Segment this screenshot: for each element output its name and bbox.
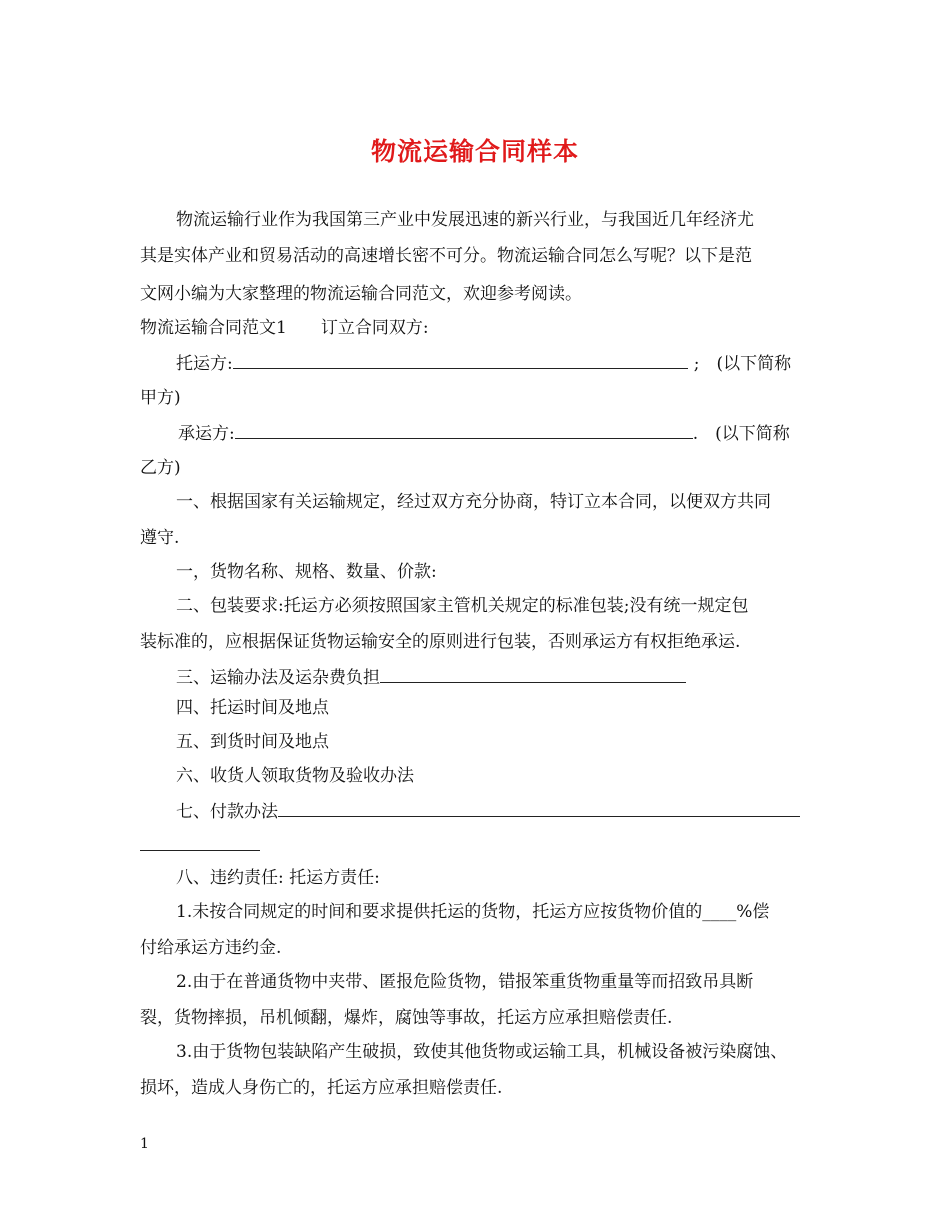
intro-line-1: 物流运输行业作为我国第三产业中发展迅速的新兴行业，与我国近几年经济尤 — [176, 210, 754, 230]
shipper-line — [176, 352, 836, 374]
carrier-line — [178, 422, 838, 444]
breach-2-line-1: 2.由于在普通货物中夹带、匿报危险货物，错报笨重货物重量等而招致吊具断 — [176, 972, 754, 992]
breach-1-line-2: 付给承运方违约金. — [140, 938, 282, 958]
transport-clause — [176, 666, 826, 688]
packaging-line-1: 二、包装要求:托运方必须按照国家主管机关规定的标准包装;没有统一规定包 — [176, 596, 749, 616]
shipper-label: 托运方: — [176, 354, 233, 374]
breach-3-line-2: 损坏，造成人身伤亡的，托运方应承担赔偿责任. — [140, 1078, 503, 1098]
contract-heading: 物流运输合同范文1 订立合同双方: — [140, 318, 429, 338]
payment-label: 七、付款办法 — [176, 802, 278, 822]
breach-1-line-1: 1.未按合同规定的时间和要求提供托运的货物，托运方应按货物价值的____%偿 — [176, 902, 770, 922]
carrier-party-b: 乙方) — [140, 458, 181, 478]
breach-2-line-2: 裂，货物摔损，吊机倾翻，爆炸，腐蚀等事故，托运方应承担赔偿责任. — [140, 1008, 673, 1028]
carrier-suffix: . (以下简称 — [692, 424, 790, 444]
breach-3-line-1: 3.由于货物包装缺陷产生破损，致使其他货物或运输工具，机械设备被污染腐蚀、 — [176, 1042, 788, 1062]
payment-blank-continued — [140, 834, 830, 856]
clause-1-line-1: 一、根据国家有关运输规定，经过双方充分协商，特订立本合同，以便双方共同 — [176, 492, 771, 512]
document-title: 物流运输合同样本 — [370, 137, 579, 166]
carrier-label: 承运方: — [178, 424, 235, 444]
shipper-party-a: 甲方) — [140, 388, 181, 408]
receipt-clause: 六、收货人领取货物及验收办法 — [176, 766, 414, 786]
payment-blank — [278, 800, 800, 817]
arrival-time-clause: 五、到货时间及地点 — [176, 732, 329, 752]
clause-1-line-2: 遵守. — [140, 528, 180, 548]
goods-clause: 一，货物名称、规格、数量、价款: — [176, 562, 437, 582]
shipper-suffix: ; (以下简称 — [693, 354, 792, 374]
packaging-line-2: 装标准的，应根据保证货物运输安全的原则进行包装，否则承运方有权拒绝承运. — [140, 632, 741, 652]
shipper-blank — [233, 352, 688, 369]
payment-blank-2 — [140, 834, 260, 851]
intro-line-3: 文网小编为大家整理的物流运输合同范文，欢迎参考阅读。 — [140, 284, 582, 304]
consign-time-clause: 四、托运时间及地点 — [176, 698, 329, 718]
payment-clause — [176, 800, 826, 822]
carrier-blank — [235, 422, 693, 439]
transport-blank — [380, 666, 686, 683]
page-number: 1 — [140, 1136, 149, 1152]
intro-line-2: 其是实体产业和贸易活动的高速增长密不可分。物流运输合同怎么写呢？以下是范 — [140, 246, 752, 266]
breach-heading: 八、违约责任: 托运方责任: — [176, 868, 380, 888]
transport-label: 三、运输办法及运杂费负担 — [176, 668, 380, 688]
